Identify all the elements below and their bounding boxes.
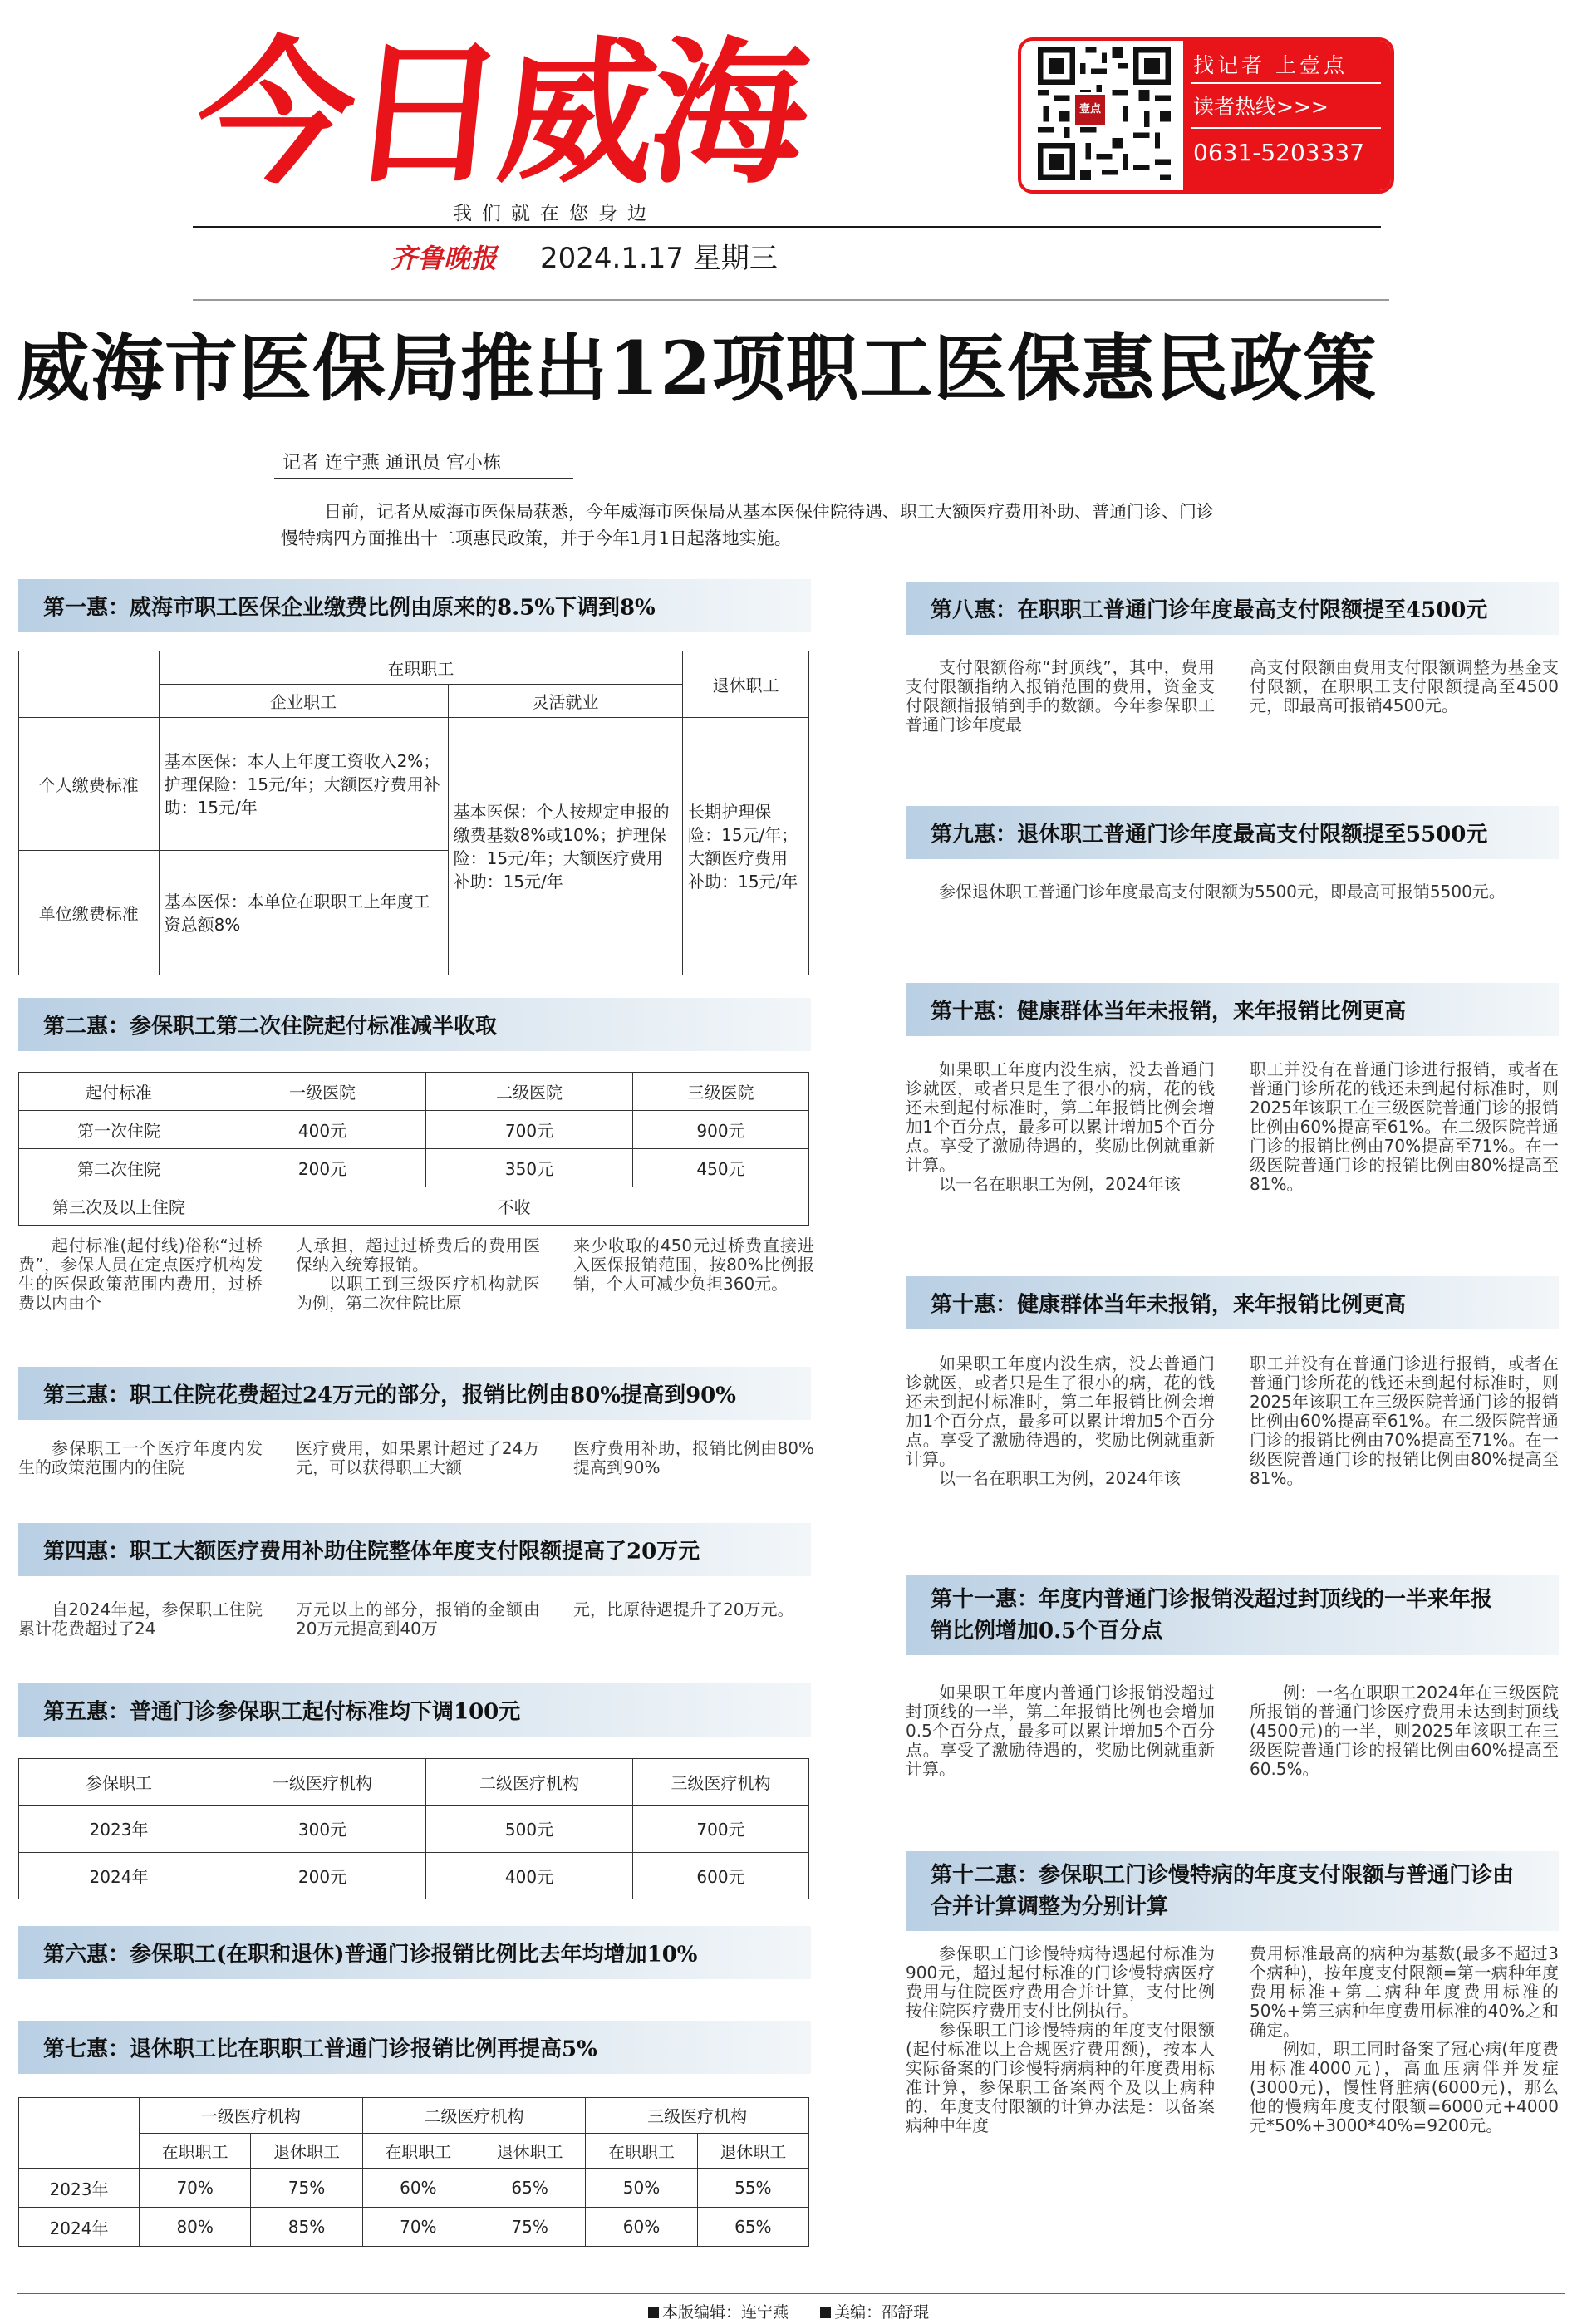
table-row — [19, 1111, 809, 1149]
table-cell: 第二次住院 — [19, 1149, 219, 1187]
text-column — [18, 1600, 263, 1639]
paragraph: 参保职工门诊慢特病的年度支付限额(起付标准以上合规医疗费用额)，按本人实际备案的门诊慢特病病种的年度费用标准计算，参保职工备案两个及以上病种的，年度支付限额的计算办法是：以备案病种中年度 — [906, 2020, 1215, 2135]
square-bullet-icon — [648, 2307, 659, 2318]
table-cell: 500元 — [426, 1806, 633, 1852]
text-column — [1250, 1683, 1559, 1779]
table-corner — [19, 651, 160, 718]
qr-center-logo: 壹点 — [1073, 92, 1108, 127]
slogan: 我们就在您身边 — [453, 203, 656, 224]
issue-date: 2024.1.17 星期三 — [540, 242, 778, 275]
section-title: 第十二惠：参保职工门诊慢特病的年度支付限额与普通门诊由合并计算调整为分别计算 — [931, 1863, 1515, 1919]
text-column — [1250, 1060, 1559, 1194]
table-cell: 700元 — [426, 1111, 633, 1149]
paragraph: 来少收取的450元过桥费直接进入医保报销范围，按80%比例报销，个人可减少负担360元。 — [573, 1236, 814, 1294]
table-row-label: 个人缴费标准 — [19, 718, 160, 851]
text-column — [296, 1236, 540, 1313]
table-row-label: 单位缴费标准 — [19, 851, 160, 975]
section-5-bar — [18, 1683, 811, 1737]
paragraph: 医疗费用补助，报销比例由80%提高到90% — [573, 1438, 814, 1477]
paragraph: 参保职工门诊慢特病待遇起付标准为900元，超过起付标准的门诊慢特病医疗费用与住院医疗费用合并计算，支付比例按住院医疗费用支付比例执行。 — [906, 1943, 1215, 2021]
table-cell: 60% — [362, 2169, 474, 2208]
table-cell: 第一次住院 — [19, 1111, 219, 1149]
section-title: 第五惠：普通门诊参保职工起付标准均下调100元 — [43, 1699, 521, 1725]
section-title: 第十惠：健康群体当年未报销，来年报销比例更高 — [931, 1292, 1407, 1318]
table-cell: 2024年 — [19, 1852, 219, 1899]
reimbursement-ratio-table — [18, 2097, 809, 2247]
paragraph: 参保退休职工普通门诊年度最高支付限额为5500元，即最高可报销5500元。 — [939, 882, 1506, 902]
table-row — [19, 1149, 809, 1187]
text-column — [906, 658, 1215, 735]
designer-credit: 美编：邵舒琨 — [834, 2303, 930, 2322]
outpatient-deductible-table — [18, 1758, 809, 1899]
headline-top-rule — [193, 299, 1389, 301]
paragraph: 例：一名在职职工2024年在三级医院所报销的普通门诊医疗费用未达到封顶线(4500元)的一半，则2025年该职工在三级医院普通门诊的报销比例由60%提高至60.5%。 — [1250, 1683, 1559, 1779]
paragraph: 以一名在职职工为例，2024年该 — [939, 1468, 1181, 1488]
section-9-bar — [906, 806, 1559, 859]
footer-rule — [17, 2293, 1565, 2294]
table-header: 一级医疗机构 — [140, 2098, 363, 2134]
newspaper-logo: 今日威海 — [188, 23, 813, 205]
table-cell: 基本医保：本人上年度工资收入2%；护理保险：15元/年；大额医疗费用补助：15元/年 — [159, 718, 448, 851]
section-title: 第八惠：在职职工普通门诊年度最高支付限额提至4500元 — [931, 597, 1488, 623]
section-1-bar — [18, 579, 811, 632]
table-cell: 75% — [251, 2169, 362, 2208]
section-10-bar — [906, 983, 1559, 1036]
lead-paragraph-line: 慢特病四方面推出十二项惠民政策，并于今年1月1日起落地实施。 — [281, 528, 792, 548]
paragraph: 如果职工年度内没生病，没去普通门诊就医，或者只是生了很小的病，花的钱还未到起付标准时，第二年报销比例会增加1个百分点，最多可以累计增加5个百分点。享受了激励待遇的，奖励比例就重新计算。 — [906, 1059, 1215, 1175]
table-cell: 350元 — [426, 1149, 633, 1187]
hotline-panel — [1183, 41, 1391, 190]
text-column — [906, 1944, 1215, 2135]
paragraph: 人承担，超过过桥费后的费用医保纳入统筹报销。 — [296, 1236, 540, 1275]
table-header: 灵活就业 — [448, 685, 683, 718]
table-header: 二级医院 — [426, 1073, 633, 1111]
table-header: 二级医疗机构 — [362, 2098, 586, 2134]
table-row — [19, 2208, 809, 2247]
hotline-number: 0631-5203337 — [1193, 139, 1365, 166]
page-credits — [648, 2300, 929, 2322]
table-cell: 长期护理保险：15元/年；大额医疗费用补助：15元/年 — [683, 718, 809, 975]
table-cell: 第三次及以上住院 — [19, 1187, 219, 1226]
table-cell: 700元 — [633, 1806, 809, 1852]
table-header: 一级医院 — [219, 1073, 426, 1111]
table-cell: 200元 — [219, 1852, 426, 1899]
section-7-bar — [18, 2021, 811, 2074]
paragraph: 支付限额俗称“封顶线”，其中，费用支付限额指纳入报销范围的费用，资金支付限额指报销到手的数额。今年参保职工普通门诊年度最 — [906, 657, 1215, 735]
paragraph: 例如，职工同时备案了冠心病(年度费用标准4000元)，高血压病伴并发症(3000元)，慢性肾脏病(6000元)，那么他的慢病年度支付限额=6000元+4000元*50%+3000*40%=9200元。 — [1250, 2039, 1559, 2135]
section-title: 第六惠：参保职工(在职和退休)普通门诊报销比例比去年均增加10% — [43, 1942, 698, 1968]
table-cell: 50% — [586, 2169, 697, 2208]
table-cell: 不收 — [219, 1187, 809, 1226]
paragraph: 参保职工一个医疗年度内发生的政策范围内的住院 — [18, 1438, 263, 1477]
table-cell: 400元 — [219, 1111, 426, 1149]
section-8-bar — [906, 582, 1559, 635]
table-cell: 65% — [697, 2208, 808, 2247]
table-subheader: 在职职工 — [586, 2133, 697, 2169]
table-cell: 300元 — [219, 1806, 426, 1852]
section-title: 第四惠：职工大额医疗费用补助住院整体年度支付限额提高了20万元 — [43, 1539, 700, 1565]
table-cell: 450元 — [633, 1149, 809, 1187]
text-column — [906, 1683, 1215, 1779]
paragraph: 高支付限额由费用支付限额调整为基金支付限额，在职职工支付限额提高至4500元，即最高可报销4500元。 — [1250, 657, 1559, 715]
square-bullet-icon — [820, 2307, 831, 2318]
text-column — [573, 1439, 814, 1477]
hotline-divider — [1191, 82, 1381, 84]
table-cell: 2023年 — [19, 2169, 140, 2208]
section-4-bar — [18, 1523, 811, 1576]
table-cell: 70% — [140, 2169, 251, 2208]
section-11-bar — [906, 1575, 1559, 1655]
paragraph: 医疗费用，如果累计超过了24万元，可以获得职工大额 — [296, 1438, 540, 1477]
paragraph: 万元以上的部分，报销的金额由20万元提高到40万 — [296, 1599, 540, 1639]
paragraph: 自2024年起，参保职工住院累计花费超过了24 — [18, 1599, 263, 1639]
paper-brand: 齐鲁晚报 — [391, 243, 498, 274]
table-row — [19, 1806, 809, 1852]
table-cell: 55% — [697, 2169, 808, 2208]
text-column — [906, 882, 1559, 902]
deductible-table — [18, 1072, 809, 1226]
hotline-box — [1018, 37, 1394, 194]
paragraph: 元，比原待遇提升了20万元。 — [573, 1599, 794, 1619]
section-3-bar — [18, 1367, 811, 1420]
table-row — [19, 1852, 809, 1899]
section-title: 第七惠：退休职工比在职职工普通门诊报销比例再提高5% — [43, 2037, 597, 2062]
paragraph: 费用标准最高的病种为基数(最多不超过3个病种)，按年度支付限额=第一病种年度费用标准+第二病种年度费用标准的50%+第三病种年度费用标准的40%之和确定。 — [1250, 1943, 1559, 2040]
section-10-bar — [906, 1276, 1559, 1329]
table-header: 一级医疗机构 — [219, 1759, 426, 1806]
table-header: 二级医疗机构 — [426, 1759, 633, 1806]
section-title: 第二惠：参保职工第二次住院起付标准减半收取 — [43, 1014, 498, 1039]
paragraph: 如果职工年度内没生病，没去普通门诊就医，或者只是生了很小的病，花的钱还未到起付标准时，第二年报销比例会增加1个百分点，最多可以累计增加5个百分点。享受了激励待遇的，奖励比例就重新计算。 — [906, 1354, 1215, 1469]
table-header: 起付标准 — [19, 1073, 219, 1111]
table-cell: 基本医保：个人按规定申报的缴费基数8%或10%；护理保险：15元/年；大额医疗费用补助：15元/年 — [448, 718, 683, 975]
table-row — [19, 1187, 809, 1226]
table-header: 企业职工 — [159, 685, 448, 718]
table-subheader: 在职职工 — [140, 2133, 251, 2169]
section-title: 第一惠：威海市职工医保企业缴费比例由原来的8.5%下调到8% — [43, 595, 656, 621]
table-header: 三级医院 — [633, 1073, 809, 1111]
table-header: 三级医疗机构 — [586, 2098, 809, 2134]
table-corner — [19, 2098, 140, 2169]
text-column — [573, 1600, 814, 1619]
table-cell: 85% — [251, 2208, 362, 2247]
text-column — [296, 1600, 540, 1639]
masthead-rule — [193, 226, 1381, 228]
paragraph: 如果职工年度内普通门诊报销没超过封顶线的一半，第二年报销比例也会增加0.5个百分点，最多可以累计增加5个百分点。享受了激励待遇的，奖励比例就重新计算。 — [906, 1683, 1215, 1779]
article-headline: 威海市医保局推出12项职工医保惠民政策 — [17, 325, 1378, 411]
table-header: 参保职工 — [19, 1759, 219, 1806]
table-cell: 400元 — [426, 1852, 633, 1899]
text-column — [573, 1236, 814, 1294]
table-header: 三级医疗机构 — [633, 1759, 809, 1806]
section-title: 第十惠：健康群体当年未报销，来年报销比例更高 — [931, 999, 1407, 1024]
table-cell: 200元 — [219, 1149, 426, 1187]
section-2-bar — [18, 998, 811, 1051]
text-column — [296, 1439, 540, 1477]
table-header: 退休职工 — [683, 651, 809, 718]
paragraph: 职工并没有在普通门诊进行报销，或者在普通门诊所花的钱还未到起付标准时，则2025年该职工在三级医院普通门诊的报销比例由60%提高至61%。在二级医院普通门诊的报销比例由70%提高至71%。在一级医院普通门诊的报销比例由80%提高至81%。 — [1250, 1354, 1559, 1488]
table-cell: 2024年 — [19, 2208, 140, 2247]
table-header: 在职职工 — [159, 651, 683, 685]
table-cell: 2023年 — [19, 1806, 219, 1852]
payment-standard-table — [18, 651, 809, 975]
paragraph: 职工并没有在普通门诊进行报销，或者在普通门诊所花的钱还未到起付标准时，则2025年该职工在三级医院普通门诊的报销比例由60%提高至61%。在二级医院普通门诊的报销比例由70%提高至71%。在一级医院普通门诊的报销比例由80%提高至81%。 — [1250, 1059, 1559, 1194]
hotline-divider — [1191, 127, 1381, 129]
lead-paragraph-line: 日前，记者从威海市医保局获悉，今年威海市医保局从基本医保住院待遇、职工大额医疗费用补助、普通门诊、门诊 — [324, 502, 1214, 522]
table-cell: 600元 — [633, 1852, 809, 1899]
byline: 记者 连宁燕 通讯员 宫小栋 — [282, 453, 501, 474]
text-column — [906, 1354, 1215, 1488]
hotline-slogan: 找记者 上壹点 — [1193, 53, 1348, 77]
text-column — [18, 1439, 263, 1477]
text-column — [18, 1236, 263, 1313]
table-subheader: 退休职工 — [474, 2133, 585, 2169]
paragraph: 以一名在职职工为例，2024年该 — [939, 1174, 1181, 1194]
table-cell: 基本医保：本单位在职职工上年度工资总额8% — [159, 851, 448, 975]
table-subheader: 退休职工 — [697, 2133, 808, 2169]
text-column — [906, 1060, 1215, 1194]
text-column — [1250, 658, 1559, 715]
section-title: 第九惠：退休职工普通门诊年度最高支付限额提至5500元 — [931, 822, 1488, 848]
text-column — [1250, 1944, 1559, 2135]
section-title: 第三惠：职工住院花费超过24万元的部分，报销比例由80%提高到90% — [43, 1383, 736, 1408]
table-cell: 80% — [140, 2208, 251, 2247]
hotline-label: 读者热线>>> — [1193, 95, 1329, 119]
paragraph: 起付标准(起付线)俗称“过桥费”，参保人员在定点医疗机构发生的医保政策范围内费用，过桥费以内由个 — [18, 1236, 263, 1313]
text-column — [1250, 1354, 1559, 1488]
byline-rule — [274, 478, 573, 479]
table-subheader: 退休职工 — [251, 2133, 362, 2169]
table-cell: 75% — [474, 2208, 585, 2247]
editor-credit: 本版编辑：连宁燕 — [662, 2303, 789, 2322]
table-cell: 70% — [362, 2208, 474, 2247]
table-cell: 65% — [474, 2169, 585, 2208]
table-cell: 900元 — [633, 1111, 809, 1149]
section-6-bar — [18, 1926, 811, 1979]
section-12-bar — [906, 1851, 1559, 1931]
paragraph: 以职工到三级医疗机构就医为例，第二次住院比原 — [296, 1274, 540, 1313]
section-title: 第十一惠：年度内普通门诊报销没超过封顶线的一半来年报销比例增加0.5个百分点 — [931, 1587, 1493, 1644]
table-row — [19, 2169, 809, 2208]
table-cell: 60% — [586, 2208, 697, 2247]
table-subheader: 在职职工 — [362, 2133, 474, 2169]
